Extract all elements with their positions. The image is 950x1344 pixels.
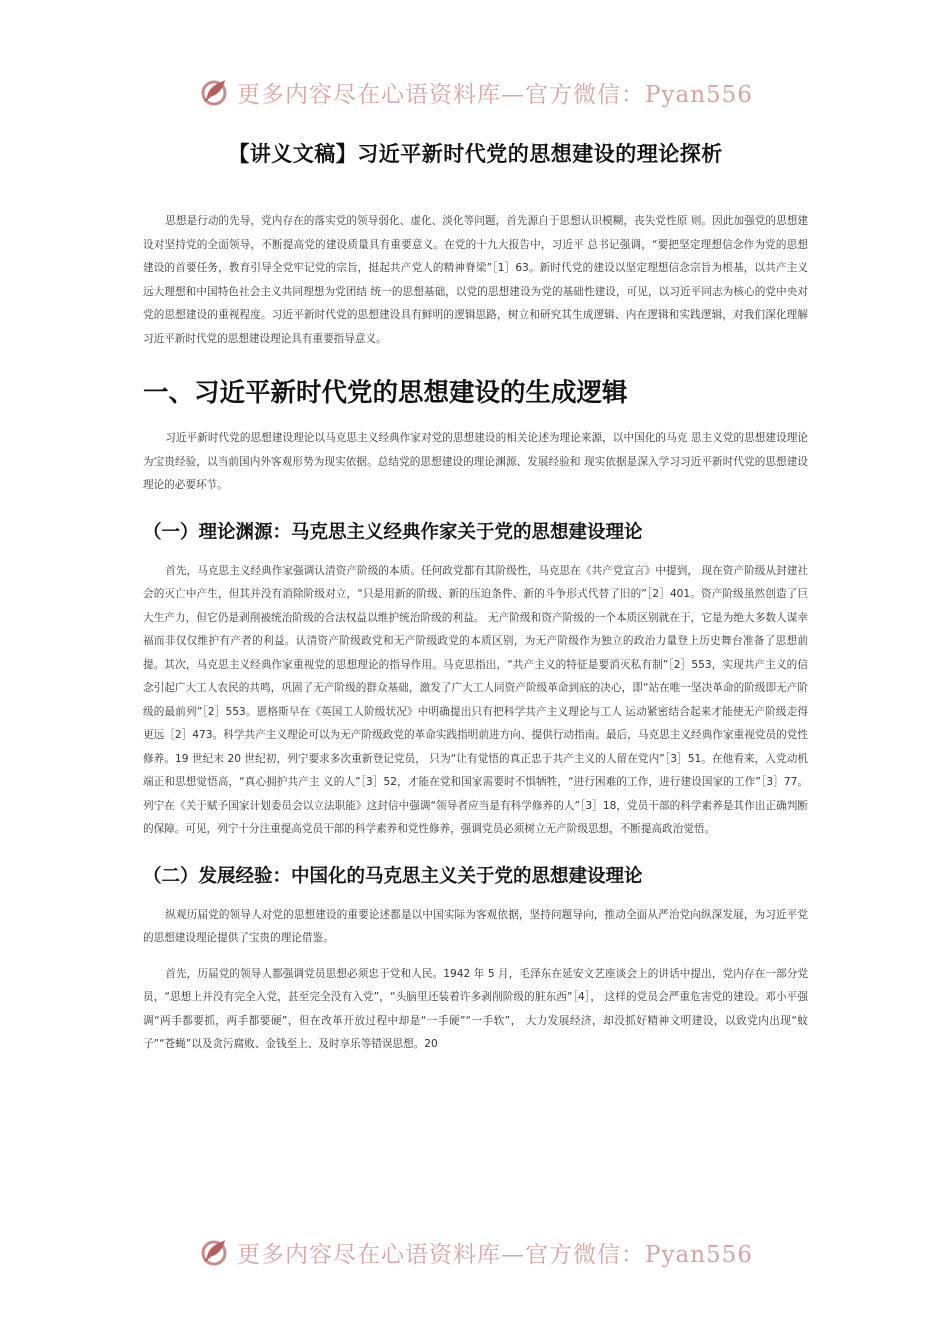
banner-text: 更多内容尽在心语资料库—官方微信：Pyan556	[237, 81, 753, 108]
banner-text: 更多内容尽在心语资料库—官方微信：Pyan556	[237, 1241, 753, 1268]
intro-paragraph: 思想是行动的先导，党内存在的落实党的领导弱化、虚化、淡化等问题，首先源自于思想认识模糊，丧失党性原 则。因此加强党的思想建设对坚持党的全面领导，不断提高党的建设质量具有重要意义。在党的十九大报告中，习近平 总书记强调，“要把坚定理想信念作为党的思想建设的首要任务，教育引导全党牢记党的宗旨，挺起共产党人的精神脊梁”［1］63。新时代党的建设以坚定理想信念宗旨为根基，以共产主义远大理想和中国特色社会主义共同理想为党团结 统一的思想基础，以党的思想建设为党的基础性建设，可见，以习近平同志为核心的党中央对党的思想建设的重视程度。习近平新时代党的思想建设具有鲜明的逻辑思路，树立和研究其生成逻辑、内在逻辑和实践逻辑，对我们深化理解习近平新时代党的思想建设理论具有重要指导意义。	[143, 215, 808, 345]
document-title: 【讲义文稿】习近平新时代党的思想建设的理论探析	[228, 142, 723, 166]
section-1-heading: 一、习近平新时代党的思想建设的生成逻辑	[143, 378, 628, 408]
footer-banner	[0, 1232, 950, 1272]
subsection-2-paragraph-2: 首先，历届党的领导人都强调党员思想必须忠于党和人民。1942 年 5 月，毛泽东在延安文艺座谈会上的讲话中提出，党内存在一部分党员，“思想上并没有完全入党，甚至完全没有入党”，“头脑里还装着许多剥削阶级的脏东西”［4］， 这样的党员会严重危害党的建设。邓小平强调“两手都要抓，两手都要硬”，但在改革开放过程中却是“一手硬”“一手软”， 大力发展经济，却没抓好精神文明建设，以致党内出现“蚊子”“苍蝇”以及贪污腐败、金钱至上、及时享乐等错误思想。20	[143, 967, 808, 1050]
leaf-swirl-logo-icon	[197, 75, 231, 109]
subsection-2-heading: （二）发展经验：中国化的马克思主义关于党的思想建设理论	[143, 865, 643, 887]
document-body	[143, 138, 808, 1057]
section-1-intro: 习近平新时代党的思想建设理论以马克思主义经典作家对党的思想建设的相关论述为理论来源，以中国化的马克 思主义党的思想建设理论为宝贵经验，以当前国内外客观形势为现实依据。总结党的思想建设的理论渊源、发展经验和 现实依据是深入学习习近平新时代党的思想建设理论的必要环节。	[143, 432, 808, 491]
leaf-swirl-logo-icon	[197, 1235, 231, 1269]
subsection-1-paragraph: 首先，马克思主义经典作家强调认清资产阶级的本质。任何政党都有其阶级性，马克思在《共产党宣言》中提到， 现在资产阶级从封建社会的灭亡中产生，但其并没有消除阶级对立，“只是用新的阶级、新的压迫条件、新的斗争形式代替了旧的”［2］401。资产阶级虽然创造了巨大生产力，但它仍是剥削被统治阶级的合法权益以维护统治阶级的利益。 无产阶级和资产阶级的一个本质区别就在于，它是为绝大多数人谋幸福而非仅仅维护有产者的利益。认清资产阶级政党和无产阶级政党的本质区别，为无产阶级作为独立的政治力量登上历史舞台准备了思想前提。其次，马克思主义经典作家重视党的思想理论的指导作用。马克思指出，“共产主义的特征是要消灭私有制”［2］553，实现共产主义的信念引起广大工人农民的共鸣，巩固了无产阶级的群众基础，激发了广大工人同资产阶级革命到底的决心，即“站在唯一坚决革命的阶级即无产阶级的最前列”［2］553。恩格斯早在《英国工人阶级状况》中明确提出只有把科学共产主义理论与工人 运动紧密结合起来才能使无产阶级走得更远［2］473。科学共产主义理论可以为无产阶级政党的革命实践指明前进方向、提供行动指南。最后，马克思主义经典作家重视党员的党性修养。19 世纪末 20 世纪初，列宁要求多次重新登记党员， 只为“让有觉悟的真正忠于共产主义的人留在党内”［3］51。在他看来，入党动机端正和思想觉悟高，“真心拥护共产主 义的人”［3］52，才能在党和国家需要时不惧牺牲，“进行困难的工作，进行建设国家的工作”［3］77。列宁在《关于赋予国家计划委员会以立法职能》这封信中强调“领导者应当是有科学修养的人”［3］18，党员干部的科学素养是其作出正确判断的保障。可见，列宁十分注重提高党员干部的科学素养和党性修养，强调党员必须树立无产阶级思想，不断提高政治觉悟。	[143, 564, 808, 835]
subsection-1-heading: （一）理论渊源：马克思主义经典作家关于党的思想建设理论	[143, 521, 643, 543]
subsection-2-paragraph-1: 纵观历届党的领导人对党的思想建设的重要论述都是以中国实际为客观依据，坚持问题导向，推动全面从严治党向纵深发展，为习近平党的思想建设理论提供了宝贵的理论借鉴。	[143, 908, 808, 944]
header-banner	[0, 72, 950, 112]
